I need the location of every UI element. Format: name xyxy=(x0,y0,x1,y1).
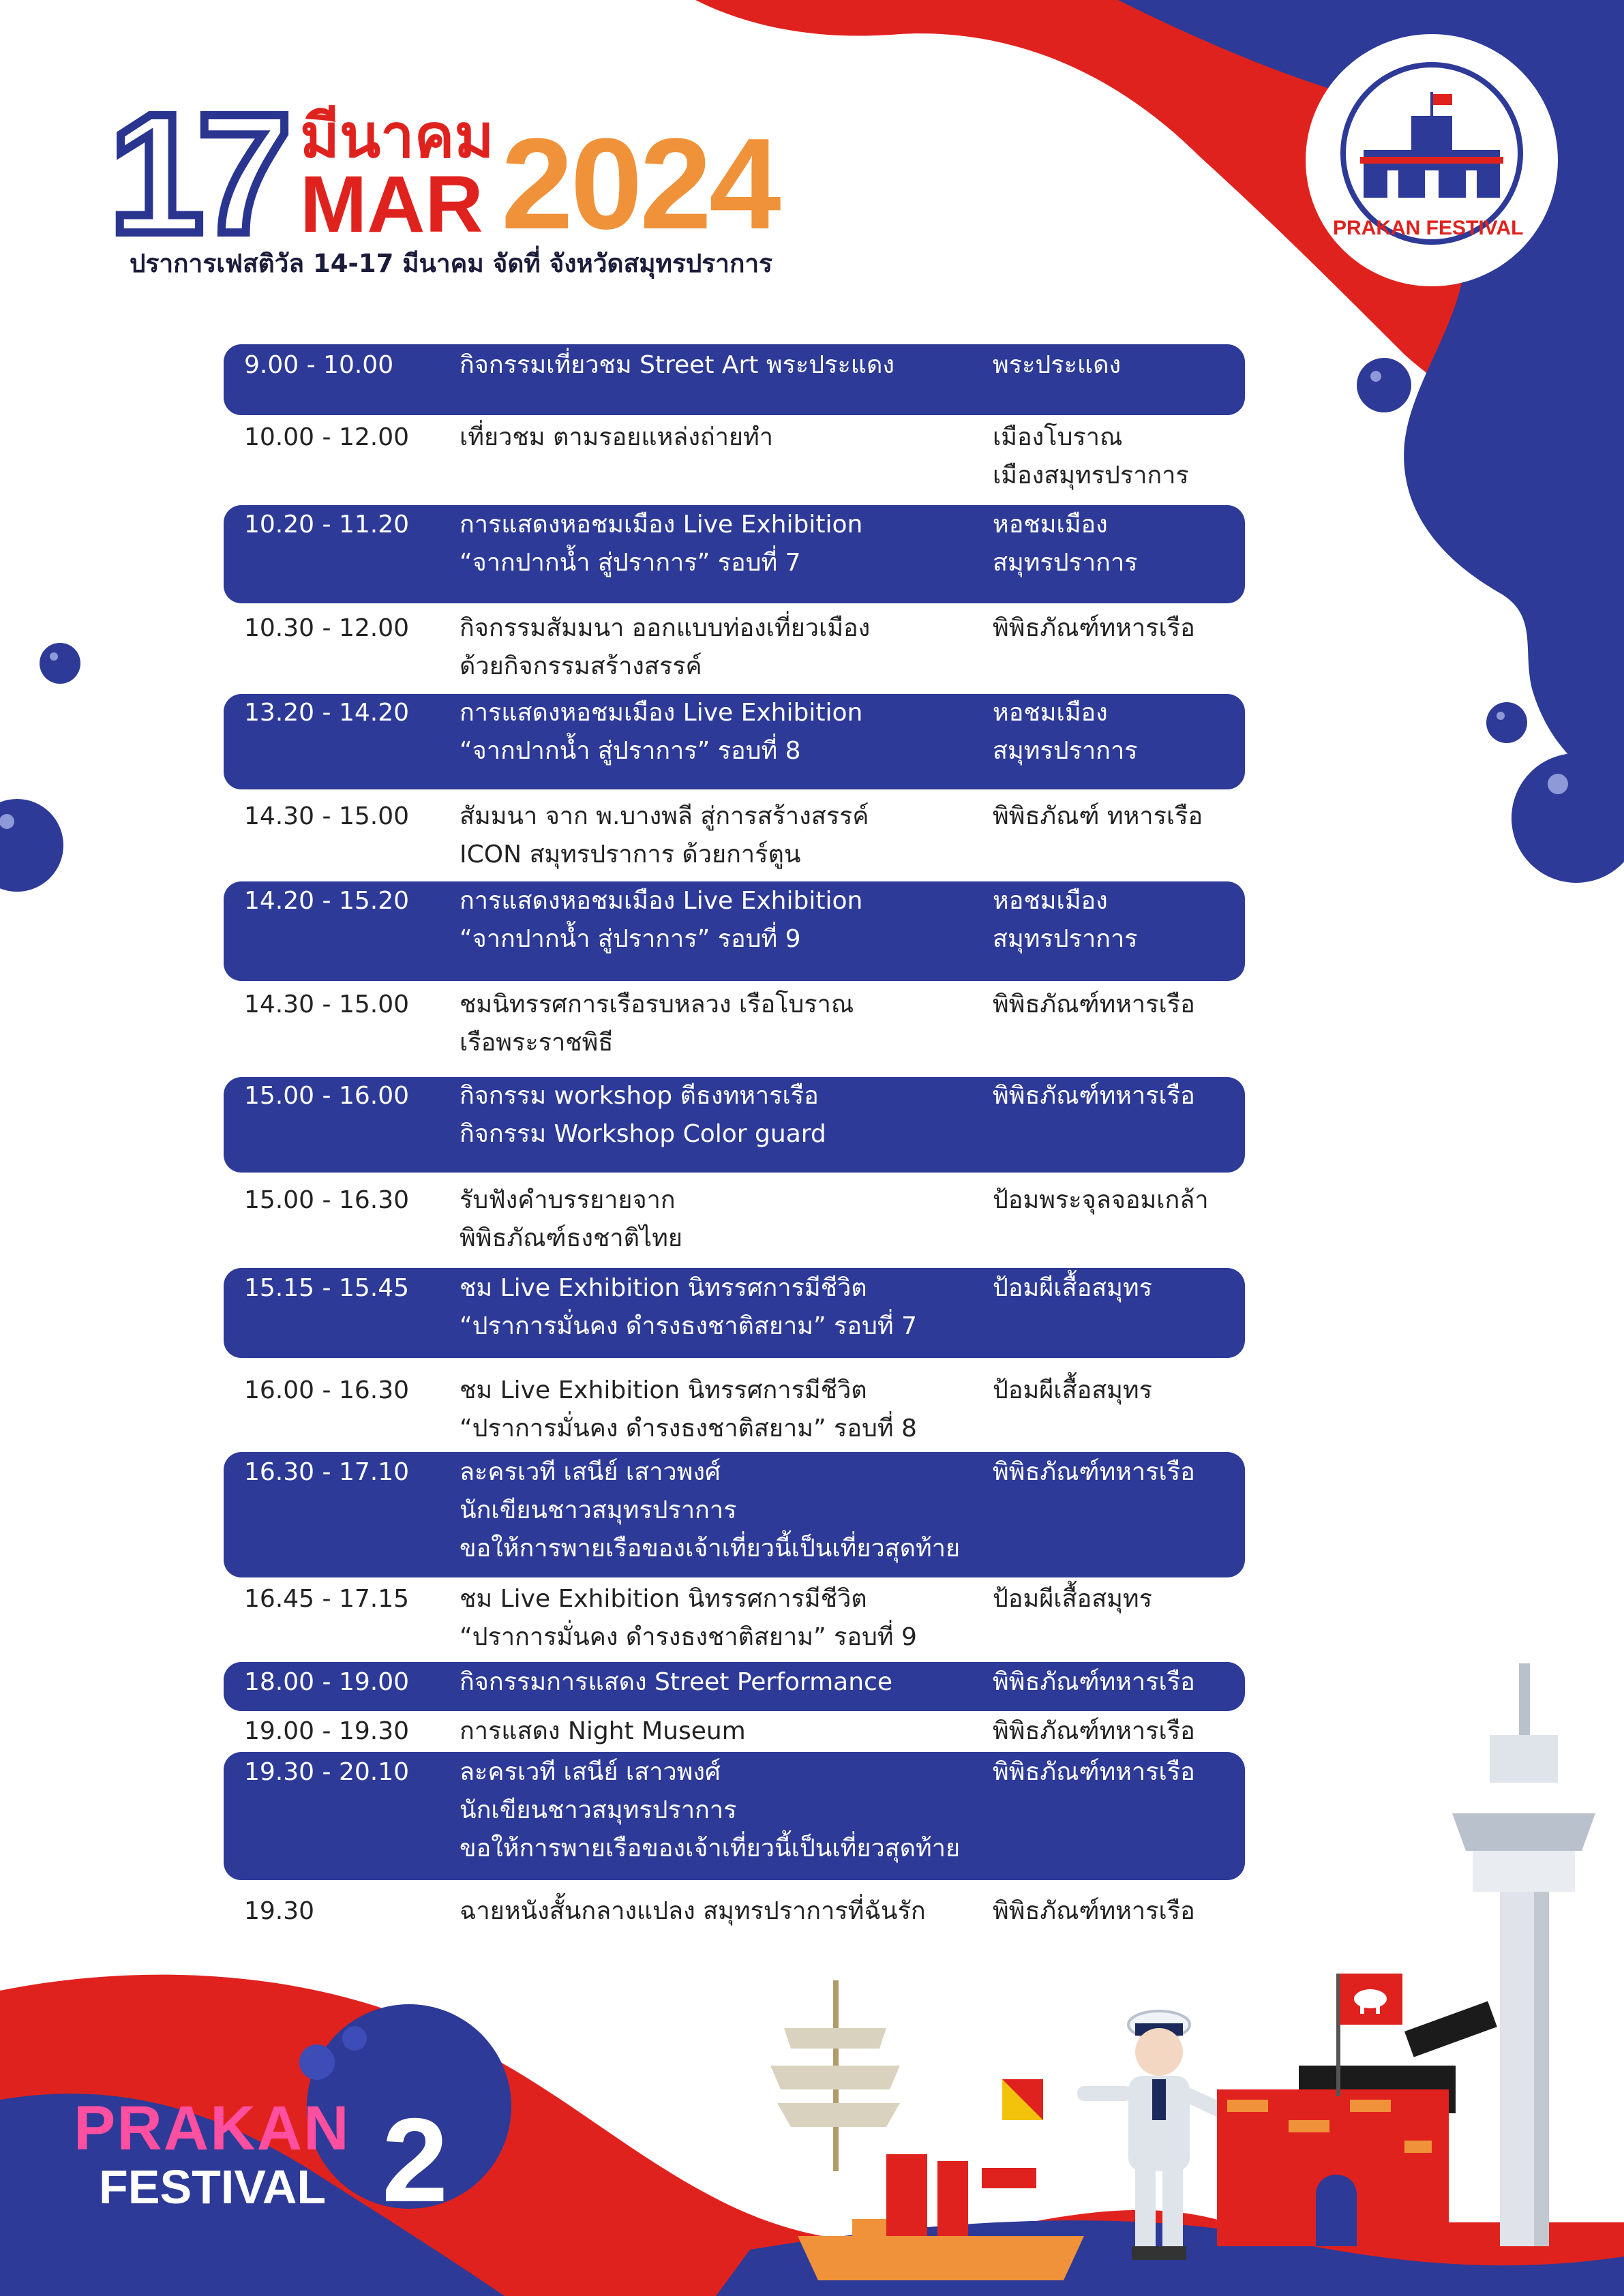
schedule-time: 15.00 - 16.00 xyxy=(244,1082,409,1110)
activity-line: ICON สมุทรปราการ ด้วยการ์ตูน xyxy=(460,841,801,868)
bubble xyxy=(0,799,63,892)
schedule-activity xyxy=(460,1753,978,1868)
location-line: หอชมเมือง xyxy=(993,511,1108,539)
activity-line: การแสดงหอชมเมือง Live Exhibition xyxy=(460,511,863,539)
schedule-location xyxy=(993,986,1238,1024)
location-line: พิพิธภัณฑ์ทหารเรือ xyxy=(993,1897,1195,1925)
schedule-activity xyxy=(460,694,978,770)
activity-line: นักเขียนชาวสมุทรปราการ xyxy=(460,1496,737,1524)
schedule-time: 19.30 - 20.10 xyxy=(244,1758,409,1786)
schedule-activity xyxy=(460,1269,978,1346)
date-month-thai: มีนาคม xyxy=(300,101,494,171)
location-line: สมุทรปราการ xyxy=(993,549,1138,577)
schedule-time: 15.00 - 16.30 xyxy=(244,1186,409,1214)
schedule-time: 16.30 - 17.10 xyxy=(244,1458,409,1486)
schedule-location xyxy=(993,1269,1238,1308)
schedule-time: 16.00 - 16.30 xyxy=(244,1376,409,1404)
schedule-time: 16.45 - 17.15 xyxy=(244,1585,409,1613)
schedule-activity xyxy=(460,986,978,1062)
schedule-time: 13.20 - 14.20 xyxy=(244,699,409,727)
location-line: เมืองสมุทรปราการ xyxy=(993,462,1189,489)
activity-line: รับฟังคำบรรยายจาก xyxy=(460,1186,676,1214)
activity-line: “ปราการมั่นคง ดำรงธงชาติสยาม” รอบที่ 9 xyxy=(460,1623,917,1651)
activity-line: กิจกรรมสัมมนา ออกแบบท่องเที่ยวเมือง xyxy=(460,614,871,642)
activity-line: เที่ยวชม ตามรอยแหล่งถ่ายทำ xyxy=(460,423,773,451)
schedule-activity xyxy=(460,1712,978,1751)
location-line: พิพิธภัณฑ์ทหารเรือ xyxy=(993,1668,1195,1696)
schedule-location xyxy=(993,609,1238,648)
location-line: พิพิธภัณฑ์ทหารเรือ xyxy=(993,991,1195,1018)
activity-line: การแสดง Night Museum xyxy=(460,1717,746,1745)
activity-line: กิจกรรม workshop ตีธงทหารเรือ xyxy=(460,1082,819,1110)
schedule-location xyxy=(993,346,1238,384)
schedule-time: 10.30 - 12.00 xyxy=(244,614,409,642)
location-line: หอชมเมือง xyxy=(993,699,1108,727)
activity-line: ชม Live Exhibition นิทรรศการมีชีวิต xyxy=(460,1274,867,1302)
prakan-logo xyxy=(1306,34,1558,286)
tower-illustration xyxy=(1452,1663,1595,2246)
activity-line: ชมนิทรรศการเรือรบหลวง เรือโบราณ xyxy=(460,991,854,1018)
schedule-activity xyxy=(460,1580,978,1657)
schedule-activity xyxy=(460,1453,978,1568)
schedule-activity xyxy=(460,882,978,958)
bubble xyxy=(1357,358,1411,412)
date-year: 2024 xyxy=(501,112,779,256)
schedule-location xyxy=(993,1372,1238,1410)
schedule-activity xyxy=(460,1181,978,1258)
footer-festival-title: PRAKAN xyxy=(74,2094,350,2163)
schedule-activity xyxy=(460,1892,978,1931)
activity-line: ขอให้การพายเรือของเจ้าเที่ยวนี้เป็นเที่ยวสุดท้าย xyxy=(460,1535,961,1562)
bubble xyxy=(40,643,80,684)
activity-line: ขอให้การพายเรือของเจ้าเที่ยวนี้เป็นเที่ยวสุดท้าย xyxy=(460,1834,961,1862)
schedule-time: 14.20 - 15.20 xyxy=(244,887,409,915)
location-line: ป้อมผีเสื้อสมุทร xyxy=(993,1585,1152,1613)
activity-line: “ปราการมั่นคง ดำรงธงชาติสยาม” รอบที่ 7 xyxy=(460,1312,917,1340)
schedule-time: 15.15 - 15.45 xyxy=(244,1274,409,1302)
schedule-time: 19.30 xyxy=(244,1897,315,1925)
schedule-time: 10.00 - 12.00 xyxy=(244,423,409,451)
elephant-flag-icon xyxy=(1354,1989,1387,2008)
bubble xyxy=(1512,753,1624,883)
date-month-english: MAR xyxy=(300,160,483,250)
schedule-location xyxy=(993,798,1238,836)
activity-line: “จากปากน้ำ สู่ปราการ” รอบที่ 7 xyxy=(460,549,801,577)
location-line: ป้อมผีเสื้อสมุทร xyxy=(993,1274,1152,1302)
schedule-activity xyxy=(460,419,978,457)
schedule-activity xyxy=(460,1663,978,1702)
location-line: ป้อมผีเสื้อสมุทร xyxy=(993,1376,1152,1404)
activity-line: ชม Live Exhibition นิทรรศการมีชีวิต xyxy=(460,1585,867,1613)
schedule-location xyxy=(993,1077,1238,1115)
activity-line: ฉายหนังสั้นกลางแปลง สมุทรปราการที่ฉันรัก xyxy=(460,1897,926,1925)
schedule-location xyxy=(993,1892,1238,1931)
schedule-location xyxy=(993,1663,1238,1702)
schedule-time: 18.00 - 19.00 xyxy=(244,1668,409,1696)
activity-line: ละครเวที เสนีย์ เสาวพงศ์ xyxy=(460,1458,721,1486)
activity-line: การแสดงหอชมเมือง Live Exhibition xyxy=(460,887,863,915)
schedule-location xyxy=(993,694,1238,770)
location-line: พิพิธภัณฑ์ทหารเรือ xyxy=(993,1758,1195,1786)
schedule-location xyxy=(993,419,1238,495)
date-day: 17 xyxy=(109,78,286,269)
schedule-location xyxy=(993,1181,1238,1220)
logo-text: PRAKAN FESTIVAL xyxy=(1333,217,1524,239)
location-line: พิพิธภัณฑ์ ทหารเรือ xyxy=(993,802,1203,830)
location-line: พิพิธภัณฑ์ทหารเรือ xyxy=(993,1082,1195,1110)
schedule-location xyxy=(993,882,1238,958)
location-line: พิพิธภัณฑ์ทหารเรือ xyxy=(993,1717,1195,1745)
location-line: ป้อมพระจุลจอมเกล้า xyxy=(993,1186,1209,1214)
location-line: หอชมเมือง xyxy=(993,887,1108,915)
location-line: เมืองโบราณ xyxy=(993,423,1123,451)
schedule-location xyxy=(993,506,1238,582)
activity-line: “ปราการมั่นคง ดำรงธงชาติสยาม” รอบที่ 8 xyxy=(460,1415,917,1442)
schedule-activity xyxy=(460,1372,978,1448)
activity-line: ด้วยกิจกรรมสร้างสรรค์ xyxy=(460,652,702,680)
activity-line: กิจกรรมเที่ยวชม Street Art พระประแดง xyxy=(460,351,894,379)
location-line: สมุทรปราการ xyxy=(993,925,1138,953)
bubble xyxy=(1486,702,1527,743)
activity-line: “จากปากน้ำ สู่ปราการ” รอบที่ 9 xyxy=(460,925,801,953)
schedule-activity xyxy=(460,798,978,874)
location-line: พิพิธภัณฑ์ทหารเรือ xyxy=(993,614,1195,642)
location-line: สมุทรปราการ xyxy=(993,737,1138,765)
schedule-activity xyxy=(460,346,978,384)
schedule-activity xyxy=(460,506,978,582)
schedule-time: 9.00 - 10.00 xyxy=(244,351,394,379)
activity-line: สัมมนา จาก พ.บางพลี สู่การสร้างสรรค์ xyxy=(460,802,869,830)
activity-line: พิพิธภัณฑ์ธงชาติไทย xyxy=(460,1224,682,1252)
activity-line: “จากปากน้ำ สู่ปราการ” รอบที่ 8 xyxy=(460,737,801,765)
schedule-activity xyxy=(460,609,978,686)
activity-line: ชม Live Exhibition นิทรรศการมีชีวิต xyxy=(460,1376,867,1404)
schedule-location xyxy=(993,1712,1238,1751)
activity-line: นักเขียนชาวสมุทรปราการ xyxy=(460,1796,737,1824)
activity-line: การแสดงหอชมเมือง Live Exhibition xyxy=(460,699,863,727)
footer-edition-number: 2 xyxy=(382,2094,449,2227)
activity-line: เรือพระราชพิธี xyxy=(460,1029,614,1057)
activity-line: กิจกรรม Workshop Color guard xyxy=(460,1120,826,1148)
activity-line: ละครเวที เสนีย์ เสาวพงศ์ xyxy=(460,1758,721,1786)
activity-line: กิจกรรมการแสดง Street Performance xyxy=(460,1668,892,1696)
schedule-location xyxy=(993,1453,1238,1492)
schedule-time: 14.30 - 15.00 xyxy=(244,802,409,830)
schedule-location xyxy=(993,1753,1238,1792)
event-subtitle: ปราการเฟสติวัล 14-17 มีนาคม จัดที่ จังหวัดสมุทรปราการ xyxy=(130,249,773,278)
schedule-activity xyxy=(460,1077,978,1153)
schedule-time: 10.20 - 11.20 xyxy=(244,511,409,539)
location-line: พระประแดง xyxy=(993,351,1122,379)
schedule-time: 19.00 - 19.30 xyxy=(244,1717,409,1745)
schedule-location xyxy=(993,1580,1238,1618)
schedule-time: 14.30 - 15.00 xyxy=(244,991,409,1018)
fort-illustration xyxy=(1217,1974,1497,2246)
footer-festival-subtitle: FESTIVAL xyxy=(99,2160,327,2214)
location-line: พิพิธภัณฑ์ทหารเรือ xyxy=(993,1458,1195,1486)
